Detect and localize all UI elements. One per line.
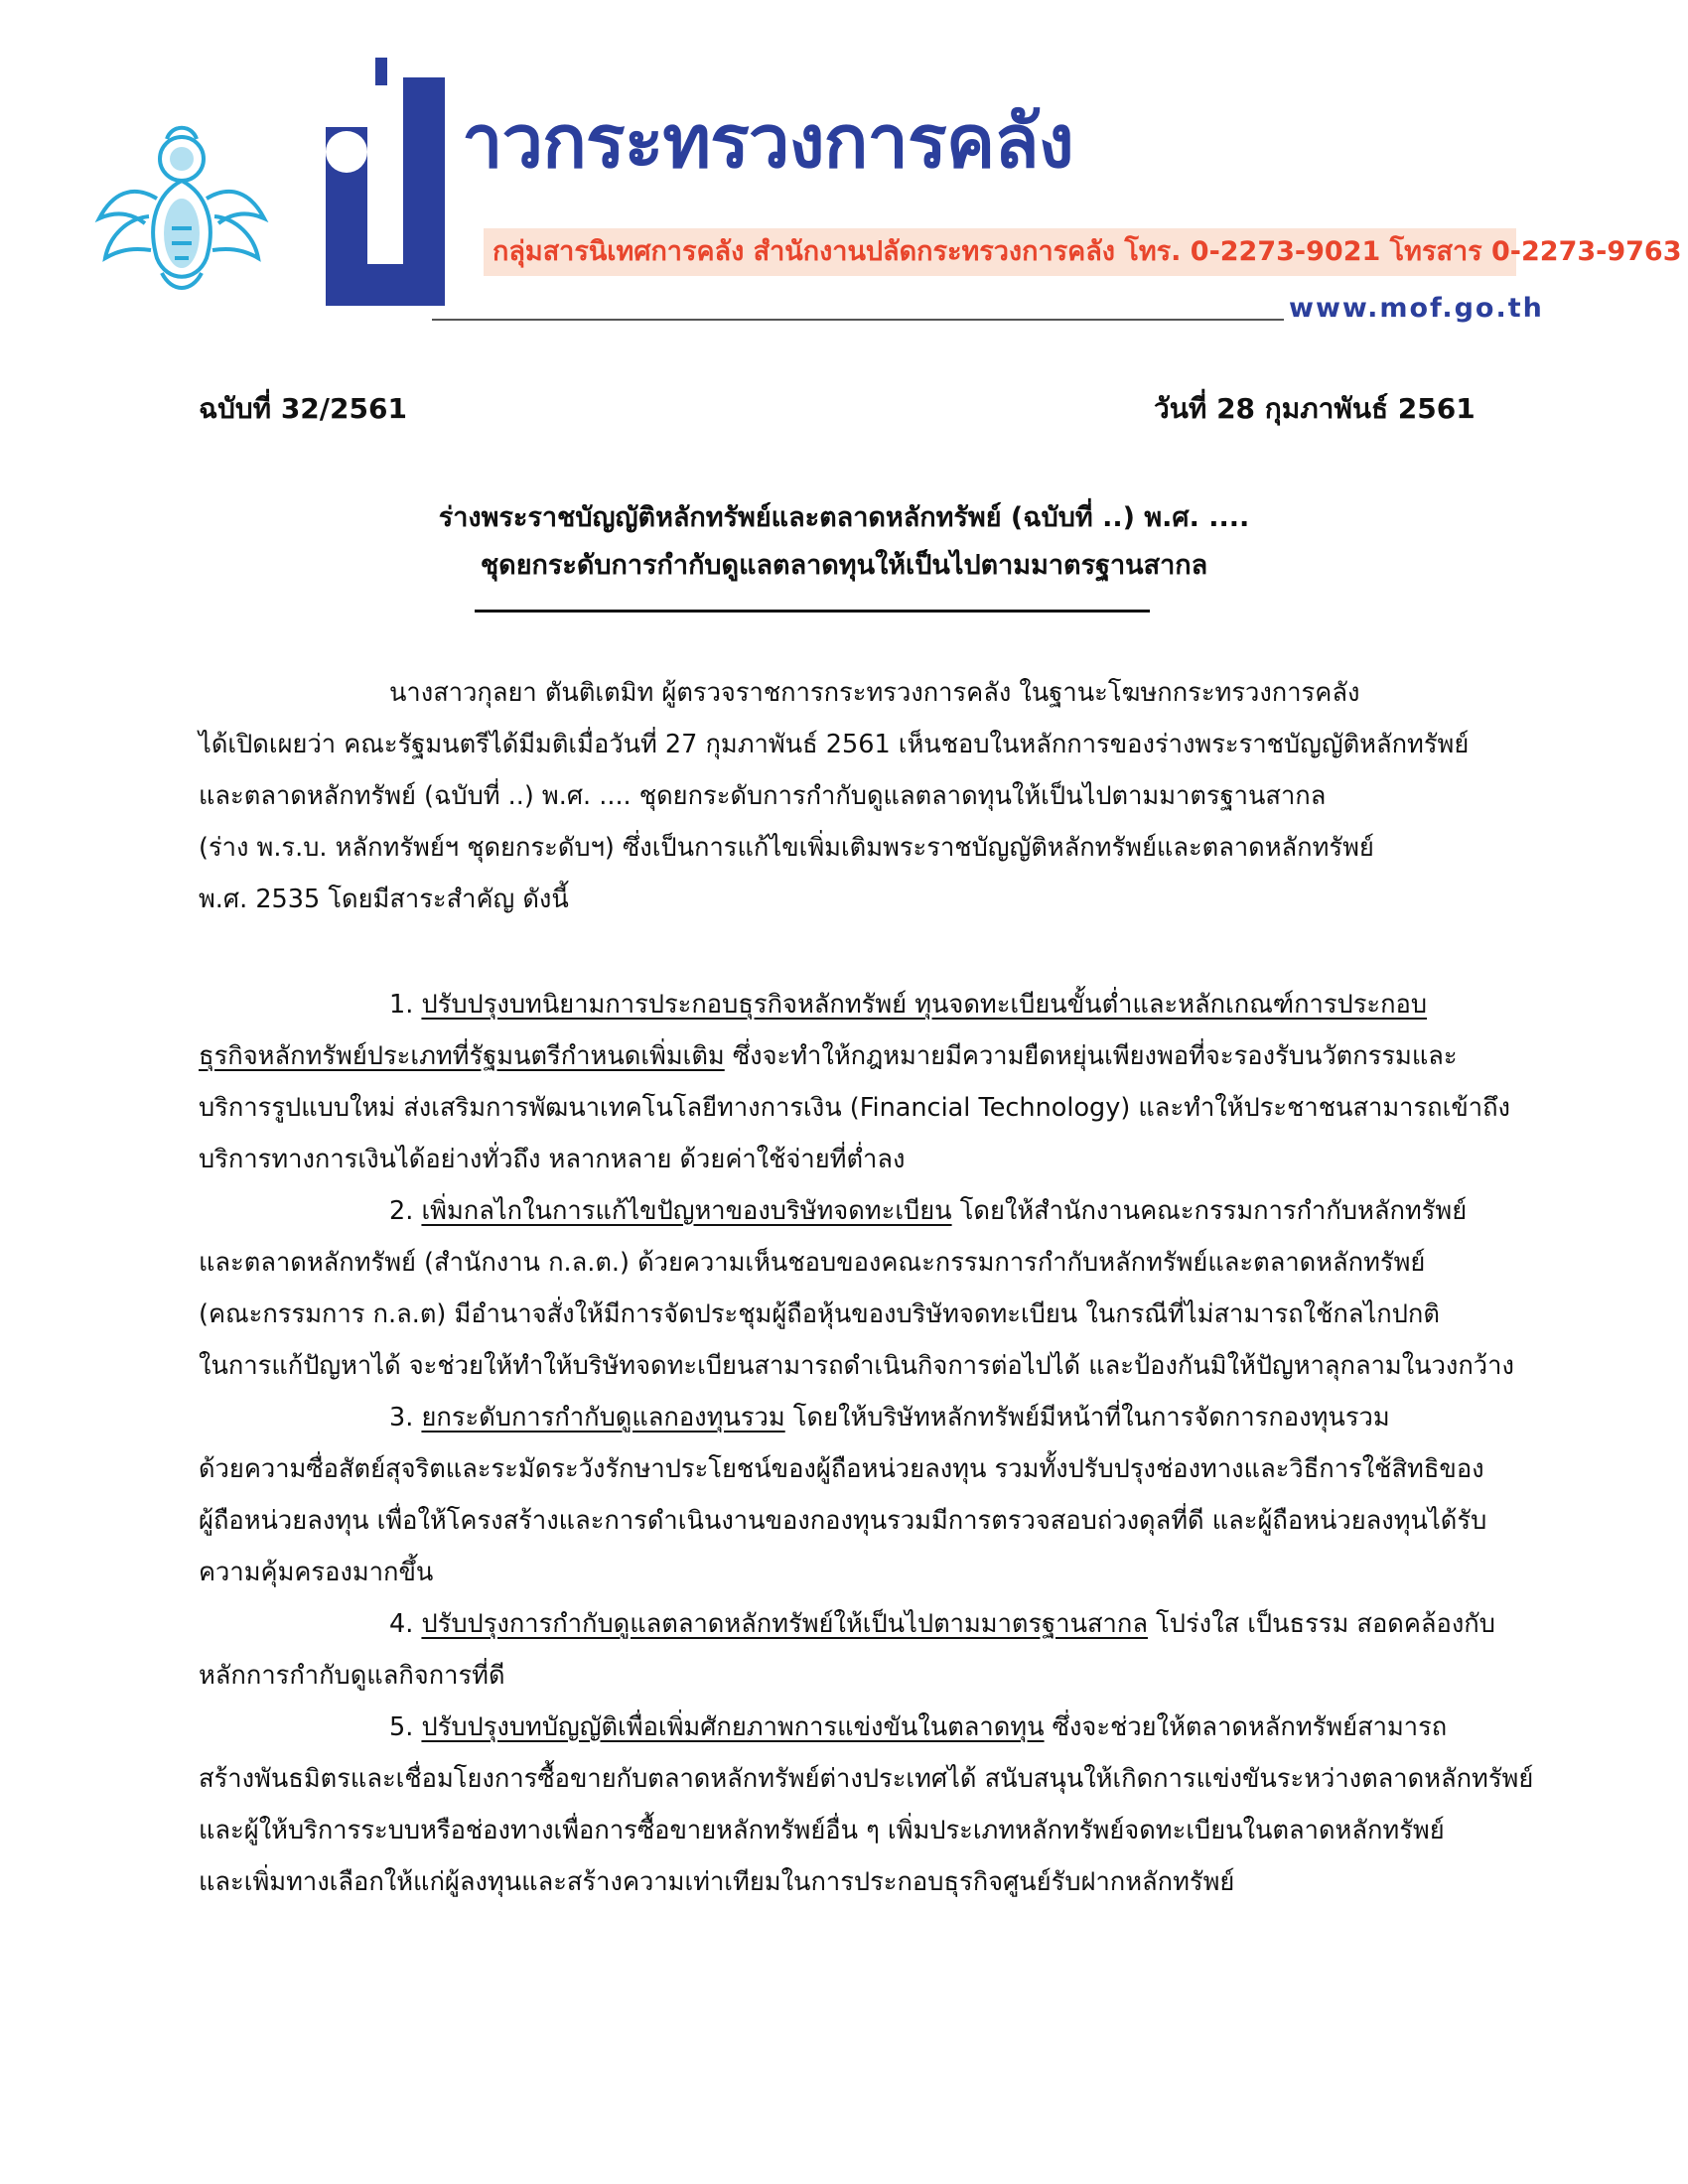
item-3-line: ความคุ้มครองมากขึ้น	[199, 1558, 434, 1587]
item-1-line	[199, 1036, 1589, 1076]
item-2-line	[389, 1191, 1688, 1231]
header-divider	[432, 319, 1284, 321]
item-1-line: บริการรูปแบบใหม่ ส่งเสริมการพัฒนาเทคโนโลยีทางการเงิน (Financial Technology) และทำให้ประชาชนสามารถเข้าถึง	[199, 1093, 1510, 1123]
garuda-emblem-icon	[87, 99, 276, 298]
item-1-line	[389, 985, 1688, 1024]
item-3-line: ผู้ถือหน่วยลงทุน เพื่อให้โครงสร้างและการดำเนินงานของกองทุนรวมมีการตรวจสอบถ่วงดุลที่ดี และผู้ถือหน่วยลงทุนได้รับ	[199, 1506, 1487, 1536]
intro-line: (ร่าง พ.ร.บ. หลักทรัพย์ฯ ชุดยกระดับฯ) ซึ่งเป็นการแก้ไขเพิ่มเติมพระราชบัญญัติหลักทรัพย์และตลาดหลักทรัพย์	[199, 833, 1374, 863]
item-5-line: และเพิ่มทางเลือกให้แก่ผู้ลงทุนและสร้างความเท่าเทียมในการประกอบธุรกิจศูนย์รับฝากหลักทรัพย์	[199, 1867, 1235, 1897]
item-text: ซึ่งจะช่วยให้ตลาดหลักทรัพย์สามารถ	[1044, 1712, 1448, 1742]
item-5-line: สร้างพันธมิตรและเชื่อมโยงการซื้อขายกับตลาดหลักทรัพย์ต่างประเทศได้ สนับสนุนให้เกิดการแข่งขันระหว่างตลาดหลักทรัพย์	[199, 1764, 1534, 1794]
masthead-big-letter-icon	[316, 58, 455, 306]
item-heading: ปรับปรุงบทนิยามการประกอบธุรกิจหลักทรัพย์ ทุนจดทะเบียนขั้นต่ำและหลักเกณฑ์การประกอบ	[421, 990, 1428, 1020]
item-heading: ปรับปรุงบทบัญญัติเพื่อเพิ่มศักยภาพการแข่งขันในตลาดทุน	[421, 1712, 1045, 1742]
item-heading: ปรับปรุงการกำกับดูแลตลาดหลักทรัพย์ให้เป็นไปตามมาตรฐานสากล	[421, 1609, 1148, 1639]
item-5-line	[389, 1707, 1688, 1747]
item-number: 1.	[389, 990, 422, 1020]
item-2-line: และตลาดหลักทรัพย์ (สำนักงาน ก.ล.ต.) ด้วยความเห็นชอบของคณะกรรมการกำกับหลักทรัพย์และตลาดหลักทรัพย์	[199, 1248, 1426, 1278]
headline-line-2: ชุดยกระดับการกำกับดูแลตลาดทุนให้เป็นไปตามมาตรฐานสากล	[480, 550, 1208, 581]
intro-line: พ.ศ. 2535 โดยมีสาระสำคัญ ดังนี้	[199, 885, 569, 914]
contact-info: กลุ่มสารนิเทศการคลัง สำนักงานปลัดกระทรวงการคลัง โทร. 0-2273-9021 โทรสาร 0-2273-9763	[492, 236, 1682, 267]
item-heading: ธุรกิจหลักทรัพย์ประเภทที่รัฐมนตรีกำหนดเพิ่มเติม	[199, 1041, 725, 1071]
intro-line: นางสาวกุลยา ตันติเตมิท ผู้ตรวจราชการกระทรวงการคลัง ในฐานะโฆษกกระทรวงการคลัง	[389, 678, 1360, 708]
website-link[interactable]: www.mof.go.th	[1289, 293, 1544, 324]
item-number: 2.	[389, 1196, 422, 1226]
item-2-line: ในการแก้ปัญหาได้ จะช่วยให้ทำให้บริษัทจดทะเบียนสามารถดำเนินกิจการต่อไปได้ และป้องกันมิให้ปัญหาลุกลามในวงกว้าง	[199, 1351, 1514, 1381]
intro-line: และตลาดหลักทรัพย์ (ฉบับที่ ..) พ.ศ. .... ชุดยกระดับการกำกับดูแลตลาดทุนให้เป็นไปตามมาตรฐานสากล	[199, 781, 1327, 811]
item-heading: เพิ่มกลไกในการแก้ไขปัญหาของบริษัทจดทะเบียน	[421, 1196, 952, 1226]
headline-divider	[475, 610, 1150, 613]
issue-number: ฉบับที่ 32/2561	[199, 392, 407, 425]
issue-date: วันที่ 28 กุมภาพันธ์ 2561	[1154, 392, 1476, 425]
item-5-line: และผู้ให้บริการระบบหรือช่องทางเพื่อการซื้อขายหลักทรัพย์อื่น ๆ เพิ่มประเภทหลักทรัพย์จดทะเบียนในตลาดหลักทรัพย์	[199, 1816, 1445, 1845]
item-3-line: ด้วยความซื่อสัตย์สุจริตและระมัดระวังรักษาประโยชน์ของผู้ถือหน่วยลงทุน รวมทั้งปรับปรุงช่องทางและวิธีการใช้สิทธิของ	[199, 1454, 1484, 1484]
masthead-title: าวกระทรวงการคลัง	[462, 99, 1073, 185]
item-4-line	[389, 1604, 1688, 1644]
item-3-line	[389, 1398, 1688, 1437]
item-text: โดยให้สำนักงานคณะกรรมการกำกับหลักทรัพย์	[951, 1196, 1468, 1226]
intro-line: ได้เปิดเผยว่า คณะรัฐมนตรีได้มีมติเมื่อวันที่ 27 กุมภาพันธ์ 2561 เห็นชอบในหลักการของร่างพระราชบัญญัติหลักทรัพย์	[199, 730, 1470, 759]
item-number: 3.	[389, 1403, 422, 1433]
headline-line-1: ร่างพระราชบัญญัติหลักทรัพย์และตลาดหลักทรัพย์ (ฉบับที่ ..) พ.ศ. ....	[438, 502, 1250, 533]
item-text: โปร่งใส เป็นธรรม สอดคล้องกับ	[1147, 1609, 1495, 1639]
item-2-line: (คณะกรรมการ ก.ล.ต) มีอำนาจสั่งให้มีการจัดประชุมผู้ถือหุ้นของบริษัทจดทะเบียน ในกรณีที่ไม่สามารถใช้กลไกปกติ	[199, 1299, 1440, 1329]
item-text: ซึ่งจะทำให้กฎหมายมีความยืดหยุ่นเพียงพอที่จะรองรับนวัตกรรมและ	[724, 1041, 1458, 1071]
item-number: 4.	[389, 1609, 422, 1639]
item-heading: ยกระดับการกำกับดูแลกองทุนรวม	[421, 1403, 785, 1433]
item-number: 5.	[389, 1712, 422, 1742]
item-4-line: หลักการกำกับดูแลกิจการที่ดี	[199, 1661, 505, 1691]
item-1-line: บริการทางการเงินได้อย่างทั่วถึง หลากหลาย ด้วยค่าใช้จ่ายที่ต่ำลง	[199, 1145, 906, 1174]
item-text: โดยให้บริษัทหลักทรัพย์มีหน้าที่ในการจัดการกองทุนรวม	[784, 1403, 1390, 1433]
